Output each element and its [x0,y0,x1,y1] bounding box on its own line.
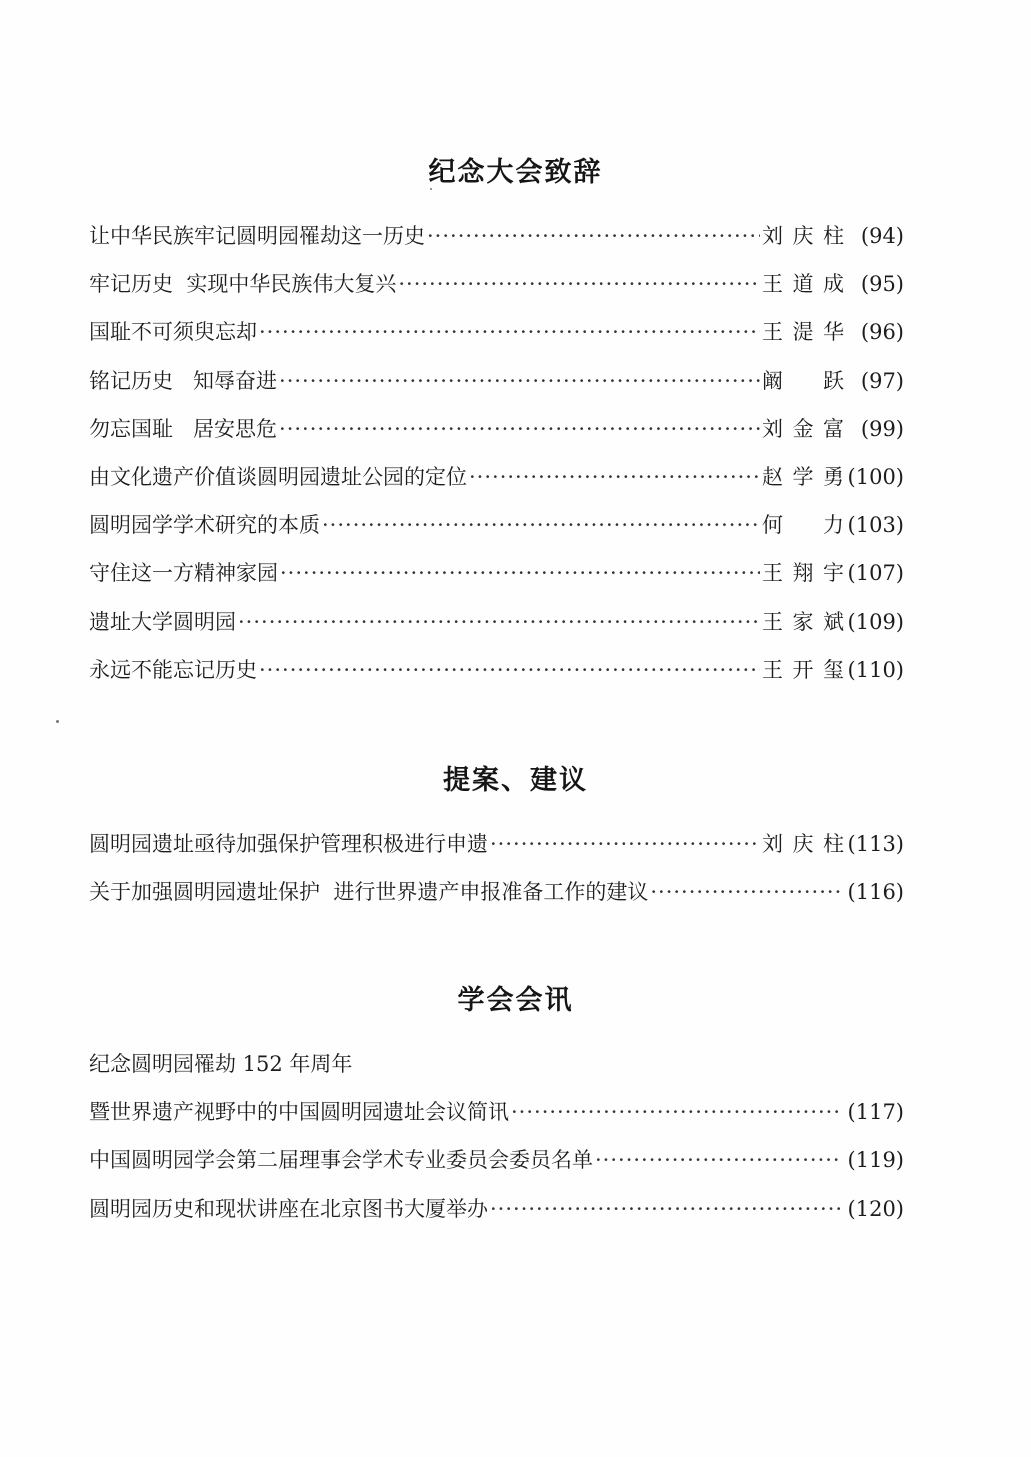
entry-title: 中国圆明园学会第二届理事会学术专业委员会委员名单 [89,1148,593,1173]
entry-author: 王翔宇 [762,561,844,586]
entry-title: 铭记历史 知辱奋进 [89,368,278,393]
entry-title: 永远不能忘记历史 [89,657,257,682]
entry-author: 刘金富 [762,416,844,441]
entry-title: 让中华民族牢记圆明园罹劫这一历史 [89,224,425,248]
toc-entry[interactable] [89,606,904,654]
entry-title: 关于加强圆明园遗址保护 进行世界遗产申报准备工作的建议 [89,880,649,905]
toc-entry[interactable] [89,1096,904,1144]
section-heading: 纪念大会致辞 [428,157,603,188]
entry-title: 国耻不可须臾忘却 [89,320,257,345]
entry-page: (120) [847,1196,904,1221]
entry-title: 纪念圆明园罹劫 152 年周年 [89,1052,353,1076]
entry-title: 圆明园历史和现状讲座在北京图书大厦举办 [89,1196,488,1221]
toc-entry[interactable] [89,365,904,413]
toc-entry[interactable] [89,461,904,509]
dot-leader [490,1197,842,1221]
toc-list [89,828,904,924]
entry-page: (103) [847,513,904,538]
toc-entry[interactable] [89,413,904,461]
section-heading: 提案、建议 [443,765,588,796]
toc-entry[interactable] [89,268,904,316]
dot-leader [322,513,760,537]
entry-author: 王道成 [762,272,844,297]
entry-title: 由文化遗产价值谈圆明园遗址公园的定位 [89,464,467,489]
entry-page: (97) [860,368,904,393]
toc-list [89,220,904,702]
dot-leader [511,1100,842,1124]
dot-leader [259,320,760,344]
toc-entry[interactable] [89,316,904,364]
entry-title: 牢记历史 实现中华民族伟大复兴 [89,272,397,297]
dot-leader [595,1148,842,1172]
entry-author: 刘庆柱 [762,832,844,856]
dot-leader [280,561,760,585]
entry-page: (113) [847,832,904,856]
entry-author: 王开玺 [762,657,844,682]
scan-speck [430,188,432,190]
dot-leader [259,658,760,682]
entry-page: (99) [860,416,904,441]
scan-speck [56,720,59,723]
toc-entry[interactable] [89,220,904,268]
entry-title: 遗址大学圆明园 [89,609,236,634]
entry-page: (110) [847,657,904,682]
entry-author: 王家斌 [762,609,844,634]
entry-author: 赵学勇 [762,464,844,489]
toc-entry[interactable] [89,509,904,557]
entry-page: (117) [847,1100,904,1125]
toc-entry[interactable] [89,1193,904,1241]
entry-author: 王湜华 [762,320,844,345]
entry-title: 守住这一方精神家园 [89,561,278,586]
entry-author: 阚 跃 [762,368,844,393]
toc-entry[interactable] [89,828,904,876]
toc-entry[interactable] [89,654,904,702]
section-heading: 学会会讯 [457,985,574,1016]
dot-leader [279,369,760,393]
dot-leader [398,272,760,296]
entry-author: 何 力 [762,513,844,538]
dot-leader [650,880,842,904]
dot-leader [490,832,760,856]
toc-entry[interactable] [89,557,904,605]
toc-entry[interactable] [89,1048,904,1096]
entry-title: 圆明园学学术研究的本质 [89,513,320,538]
dot-leader [279,417,760,441]
dot-leader [469,465,760,489]
entry-page: (100) [847,464,904,489]
entry-page: (107) [847,561,904,586]
toc-entry[interactable] [89,1144,904,1192]
entry-author: 刘庆柱 [762,224,844,248]
entry-page: (94) [860,224,904,248]
dot-leader [427,224,760,248]
entry-page: (116) [847,880,904,905]
entry-page: (119) [847,1148,904,1173]
entry-page: (96) [860,320,904,345]
entry-title: 勿忘国耻 居安思危 [89,416,278,441]
entry-page: (95) [860,272,904,297]
dot-leader [238,610,760,634]
entry-title: 暨世界遗产视野中的中国圆明园遗址会议简讯 [89,1100,509,1125]
toc-entry[interactable] [89,876,904,924]
entry-page: (109) [847,609,904,634]
toc-list [89,1048,904,1241]
entry-title: 圆明园遗址亟待加强保护管理积极进行申遗 [89,832,488,856]
